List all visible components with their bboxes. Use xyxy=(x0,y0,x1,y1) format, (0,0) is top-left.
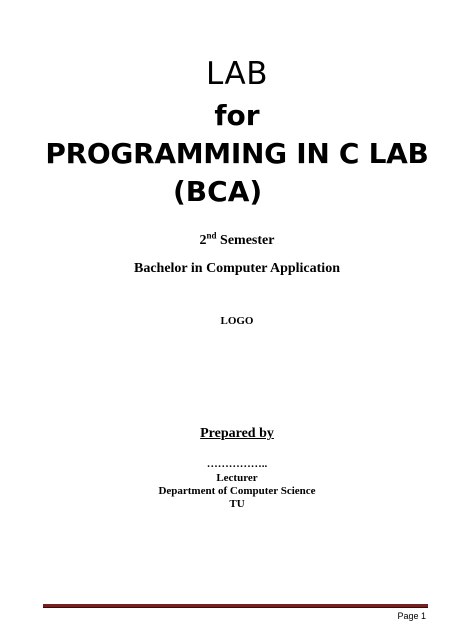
title-programming-in-c-lab: PROGRAMMING IN C LAB xyxy=(45,137,429,170)
program-name: Bachelor in Computer Application xyxy=(133,261,340,276)
author-placeholder-dots: …………….. xyxy=(206,458,268,470)
title-for: for xyxy=(214,99,260,132)
semester-suffix: nd xyxy=(206,230,217,241)
author-role: Lecturer xyxy=(216,472,258,484)
title-lab: LAB xyxy=(206,56,268,92)
page-number: Page 1 xyxy=(397,611,426,621)
prepared-by-heading: Prepared by xyxy=(200,426,274,441)
semester-line xyxy=(0,230,474,249)
title-bca: (BCA) xyxy=(173,175,263,208)
footer-rule xyxy=(43,604,428,608)
semester-number: 2 xyxy=(199,233,207,248)
semester-word: Semester xyxy=(220,233,275,248)
author-institution: TU xyxy=(229,498,245,510)
author-department: Department of Computer Science xyxy=(158,485,316,497)
logo-placeholder: LOGO xyxy=(220,315,254,327)
